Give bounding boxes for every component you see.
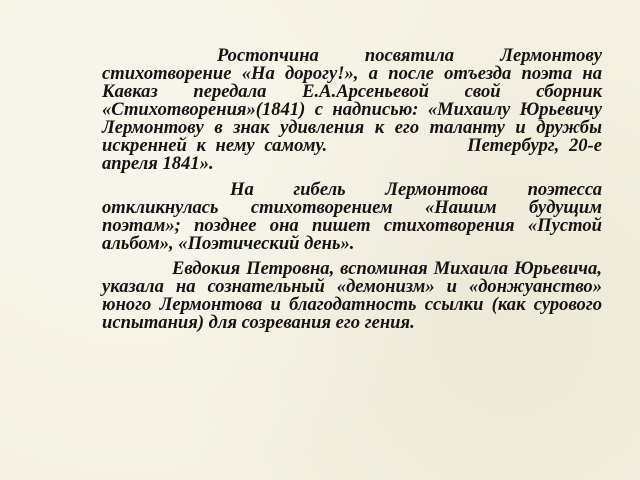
paragraph-3-text: Евдокия Петровна, вспоминая Михаила Юрьевича, указала на сознательный «демонизм» и «донжуанство» юного Лермонтова и благодатность ссылки (как сурового испытания) для созревания его гения. [102,258,602,333]
paragraph-1-date: Петербург, 20-е апреля 1841». [102,135,602,174]
paragraph-2-text: На гибель Лермонтова поэтесса откликнулась стихотворением «Нашим будущим поэтам»; позднее она пишет стихотворения «Пустой альбом», «Поэтический день». [102,179,602,254]
text-block [102,47,602,339]
paragraph-1 [102,47,602,173]
paragraph-2 [102,181,602,253]
paragraph-1-text: Ростопчина посвятила Лермонтову стихотворение «На дорогу!», а после отъезда поэта на Кавказ передала Е.А.Арсеньевой свой сборник «Стихотворения»(1841) с надписью: «Михаилу Юрьевичу Лермонтову в знак удивления к его таланту и дружбы искренней к нему самому. [102,45,602,156]
paragraph-3 [102,260,602,332]
